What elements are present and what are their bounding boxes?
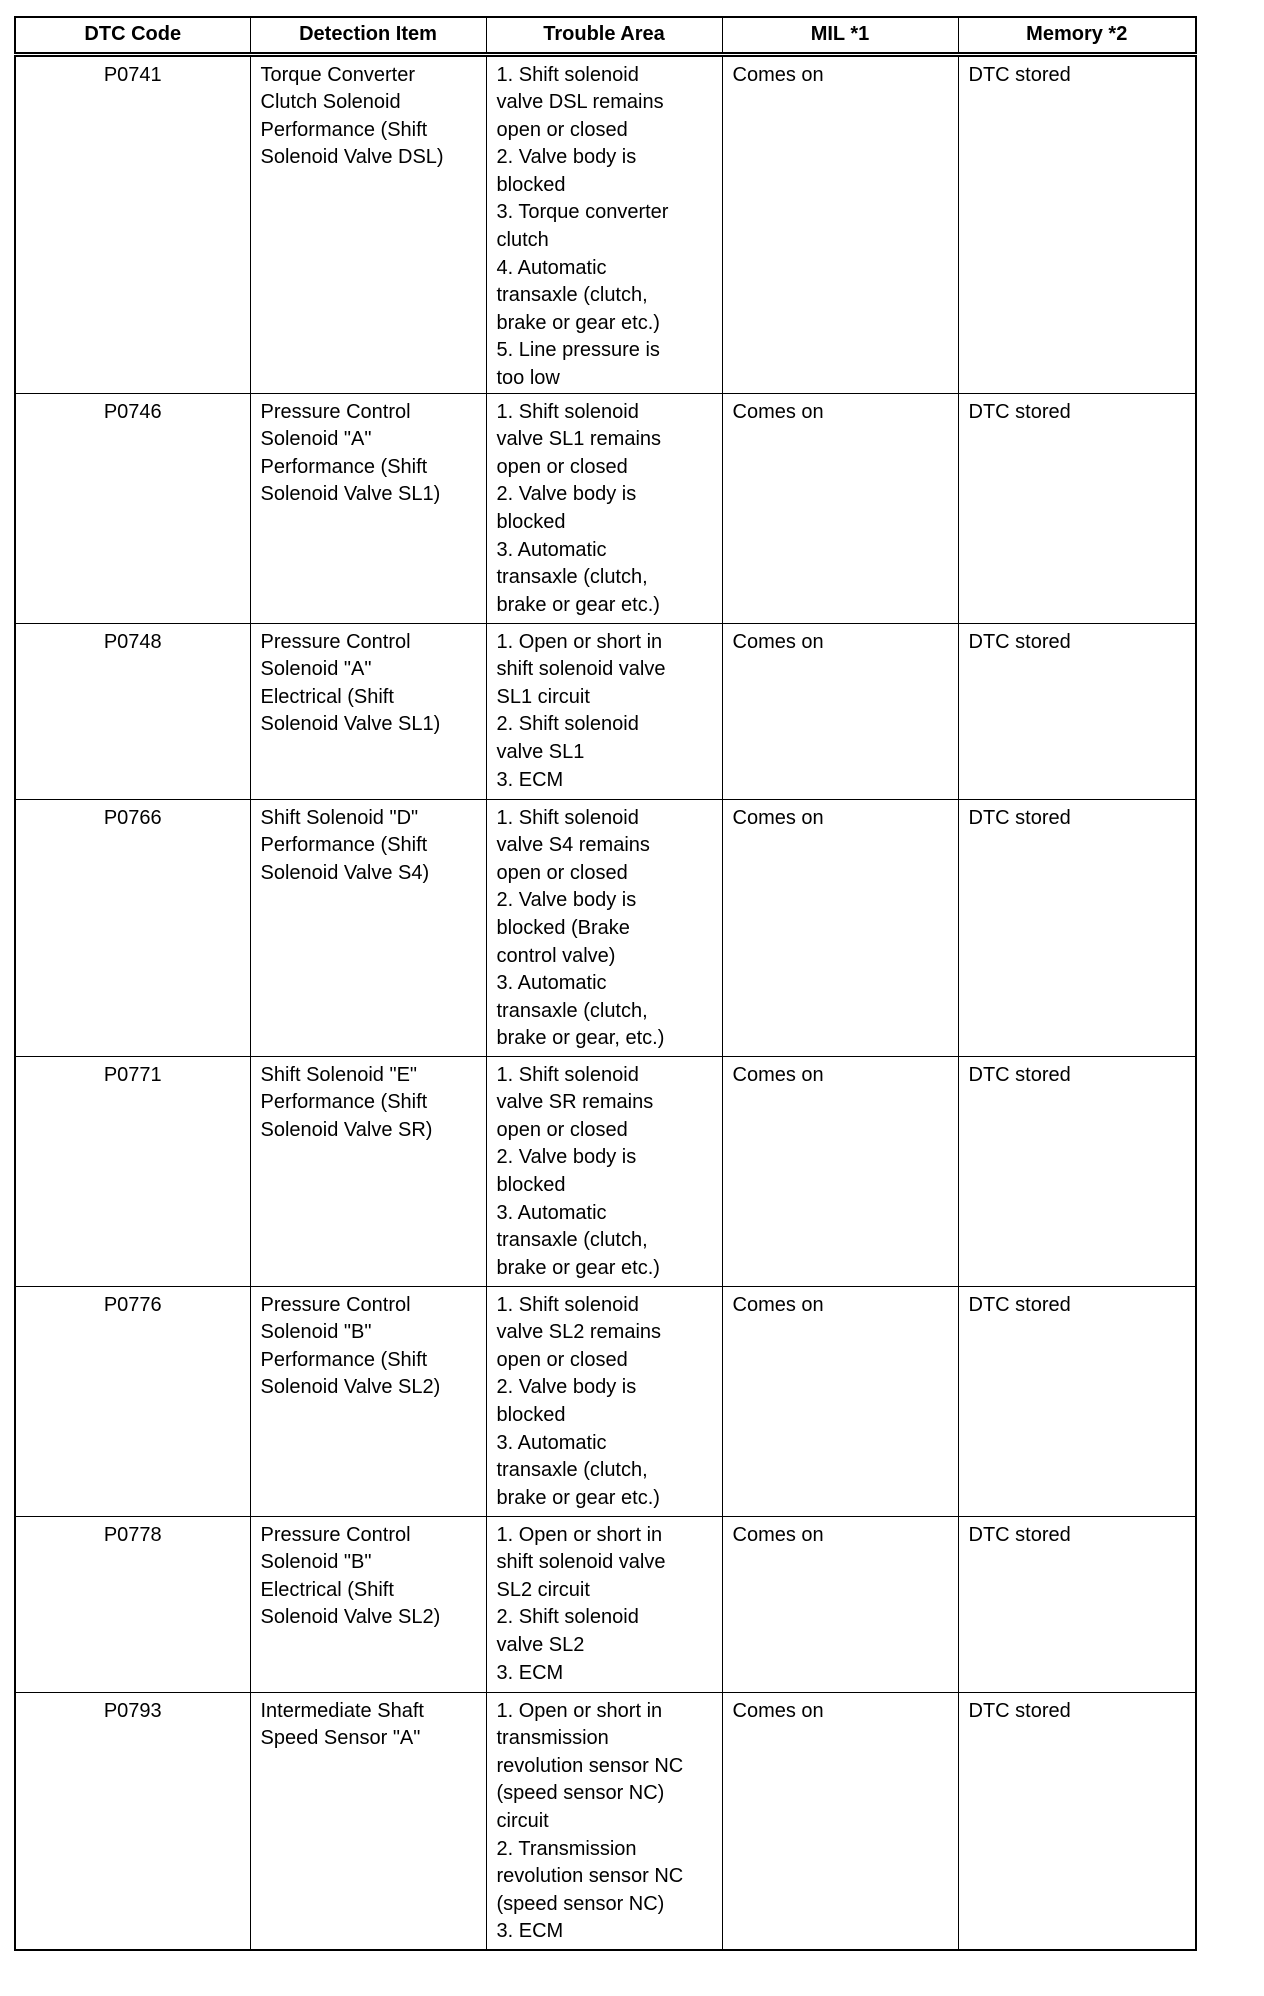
table-row <box>15 54 1196 393</box>
trouble-area-line: 3. Automatic <box>496 538 607 561</box>
detection-item-line: Performance (Shift <box>260 834 428 857</box>
detection-item-line: Solenoid Valve SL1) <box>260 483 441 506</box>
mil-cell: Comes on <box>722 799 958 1056</box>
trouble-area-line: 1. Shift solenoid <box>496 1293 639 1316</box>
trouble-area-line: 4. Automatic <box>496 256 607 279</box>
trouble-area-line: transaxle (clutch, <box>496 284 648 307</box>
trouble-area-line: valve SL1 <box>496 741 585 763</box>
trouble-area-line: 3. Automatic <box>496 1201 607 1224</box>
trouble-area-cell <box>486 1286 722 1516</box>
detection-item-line: Electrical (Shift <box>260 685 394 708</box>
detection-item-line: Shift Solenoid "D" <box>260 806 419 829</box>
trouble-area-cell <box>486 1692 722 1950</box>
detection-item-cell <box>250 623 486 799</box>
trouble-area-line: 3. Automatic <box>496 1431 607 1454</box>
trouble-area-line: 1. Shift solenoid <box>496 400 639 423</box>
table-row <box>15 393 1196 623</box>
trouble-area-line: 3. ECM <box>496 768 564 791</box>
dtc-code-cell: P0746 <box>15 393 250 623</box>
memory-cell: DTC stored <box>958 1516 1196 1692</box>
dtc-code-cell: P0778 <box>15 1516 250 1692</box>
dtc-code-cell: P0741 <box>15 54 250 393</box>
trouble-area-line: open or closed <box>496 118 628 141</box>
trouble-area-line: valve SR remains <box>496 1091 654 1114</box>
trouble-area-line: 3. Automatic <box>496 972 607 995</box>
trouble-area-line: 1. Open or short in <box>496 630 663 653</box>
trouble-area-cell <box>486 799 722 1056</box>
detection-item-line: Solenoid "B" <box>260 1321 372 1344</box>
trouble-area-line: too low <box>496 367 560 390</box>
trouble-area-line: valve SL2 <box>496 1634 585 1656</box>
detection-item-line: Solenoid "A" <box>260 658 372 681</box>
detection-item-line: Intermediate Shaft <box>260 1699 424 1722</box>
table-row <box>15 799 1196 1056</box>
detection-item-line: Solenoid Valve SL1) <box>260 713 441 736</box>
trouble-area-line: 2. Shift solenoid <box>496 713 639 736</box>
trouble-area-line: 1. Open or short in <box>496 1523 663 1546</box>
trouble-area-line: 2. Valve body is <box>496 1146 637 1169</box>
table-row <box>15 1286 1196 1516</box>
trouble-area-line: 3. ECM <box>496 1920 564 1943</box>
trouble-area-line: 2. Valve body is <box>496 889 637 912</box>
detection-item-cell <box>250 1692 486 1950</box>
trouble-area-line: (speed sensor NC) <box>496 1892 665 1915</box>
trouble-area-line: control valve) <box>496 944 616 967</box>
trouble-area-line: 1. Shift solenoid <box>496 63 639 86</box>
trouble-area-line: 1. Open or short in <box>496 1699 663 1722</box>
mil-cell: Comes on <box>722 1692 958 1950</box>
trouble-area-line: 5. Line pressure is <box>496 339 660 362</box>
trouble-area-line: revolution sensor NC <box>496 1865 684 1888</box>
detection-item-line: Performance (Shift <box>260 1348 428 1371</box>
mil-cell: Comes on <box>722 1056 958 1286</box>
detection-item-line: Performance (Shift <box>260 118 428 141</box>
trouble-area-line: brake or gear etc.) <box>496 1486 660 1509</box>
trouble-area-line: brake or gear, etc.) <box>496 1027 665 1050</box>
detection-item-line: Solenoid Valve SL2) <box>260 1376 441 1399</box>
trouble-area-line: open or closed <box>496 1348 628 1371</box>
trouble-area-line: SL2 circuit <box>496 1578 590 1601</box>
detection-item-line: Electrical (Shift <box>260 1578 394 1601</box>
trouble-area-line: transmission <box>496 1727 609 1750</box>
mil-cell: Comes on <box>722 54 958 393</box>
trouble-area-line: 3. ECM <box>496 1661 564 1684</box>
detection-item-line: Solenoid Valve SR) <box>260 1118 433 1141</box>
mil-cell: Comes on <box>722 1286 958 1516</box>
header-detection-item: Detection Item <box>250 17 486 54</box>
memory-cell: DTC stored <box>958 623 1196 799</box>
trouble-area-line: open or closed <box>496 861 628 884</box>
trouble-area-line: 2. Transmission <box>496 1837 637 1860</box>
mil-cell: Comes on <box>722 1516 958 1692</box>
memory-cell: DTC stored <box>958 1286 1196 1516</box>
detection-item-line: Solenoid Valve SL2) <box>260 1606 441 1629</box>
header-dtc-code: DTC Code <box>15 17 250 54</box>
table-row <box>15 1516 1196 1692</box>
trouble-area-line: revolution sensor NC <box>496 1754 684 1777</box>
detection-item-line: Torque Converter <box>260 63 416 86</box>
trouble-area-line: valve S4 remains <box>496 834 650 857</box>
trouble-area-line: clutch <box>496 229 549 252</box>
trouble-area-line: blocked (Brake <box>496 917 630 939</box>
trouble-area-line: shift solenoid valve <box>496 1551 666 1574</box>
trouble-area-line: blocked <box>496 1404 566 1426</box>
trouble-area-line: shift solenoid valve <box>496 658 666 681</box>
trouble-area-line: (speed sensor NC) <box>496 1782 665 1805</box>
memory-cell: DTC stored <box>958 54 1196 393</box>
header-memory: Memory *2 <box>958 17 1196 54</box>
trouble-area-line: open or closed <box>496 1118 628 1141</box>
memory-cell: DTC stored <box>958 799 1196 1056</box>
trouble-area-line: brake or gear etc.) <box>496 311 660 334</box>
table-row <box>15 1692 1196 1950</box>
mil-cell: Comes on <box>722 393 958 623</box>
trouble-area-line: brake or gear etc.) <box>496 1256 660 1279</box>
detection-item-line: Pressure Control <box>260 1523 411 1546</box>
detection-item-line: Speed Sensor "A" <box>260 1727 421 1750</box>
trouble-area-line: 1. Shift solenoid <box>496 806 639 829</box>
trouble-area-line: 2. Valve body is <box>496 1376 637 1399</box>
detection-item-line: Pressure Control <box>260 630 411 653</box>
detection-item-line: Pressure Control <box>260 400 411 423</box>
trouble-area-line: circuit <box>496 1810 549 1832</box>
detection-item-cell <box>250 54 486 393</box>
detection-item-line: Pressure Control <box>260 1293 411 1316</box>
detection-item-line: Solenoid Valve S4) <box>260 861 430 884</box>
memory-cell: DTC stored <box>958 393 1196 623</box>
mil-cell: Comes on <box>722 623 958 799</box>
detection-item-line: Solenoid Valve DSL) <box>260 146 444 169</box>
memory-cell: DTC stored <box>958 1692 1196 1950</box>
trouble-area-line: 2. Valve body is <box>496 483 637 506</box>
detection-item-line: Clutch Solenoid <box>260 91 401 114</box>
detection-item-cell <box>250 1516 486 1692</box>
table-row <box>15 1056 1196 1286</box>
table-row <box>15 623 1196 799</box>
dtc-code-cell: P0766 <box>15 799 250 1056</box>
trouble-area-line: valve SL2 remains <box>496 1321 662 1344</box>
dtc-code-cell: P0793 <box>15 1692 250 1950</box>
detection-item-cell <box>250 799 486 1056</box>
trouble-area-line: 1. Shift solenoid <box>496 1063 639 1086</box>
trouble-area-line: SL1 circuit <box>496 685 590 708</box>
trouble-area-line: valve DSL remains <box>496 91 664 114</box>
trouble-area-line: 2. Valve body is <box>496 146 637 169</box>
trouble-area-line: transaxle (clutch, <box>496 1229 648 1252</box>
trouble-area-line: brake or gear etc.) <box>496 593 660 616</box>
trouble-area-line: blocked <box>496 1174 566 1196</box>
detection-item-line: Solenoid "B" <box>260 1551 372 1574</box>
detection-item-cell <box>250 393 486 623</box>
header-mil: MIL *1 <box>722 17 958 54</box>
dtc-table <box>14 16 1197 1951</box>
trouble-area-line: blocked <box>496 511 566 533</box>
dtc-code-cell: P0776 <box>15 1286 250 1516</box>
header-trouble-area: Trouble Area <box>486 17 722 54</box>
trouble-area-cell <box>486 1056 722 1286</box>
trouble-area-line: transaxle (clutch, <box>496 1459 648 1482</box>
trouble-area-cell <box>486 623 722 799</box>
trouble-area-cell <box>486 54 722 393</box>
table-body <box>15 54 1196 1950</box>
trouble-area-line: transaxle (clutch, <box>496 999 648 1022</box>
memory-cell: DTC stored <box>958 1056 1196 1286</box>
detection-item-line: Shift Solenoid "E" <box>260 1063 418 1086</box>
detection-item-line: Performance (Shift <box>260 1091 428 1114</box>
trouble-area-line: valve SL1 remains <box>496 428 662 451</box>
dtc-code-cell: P0748 <box>15 623 250 799</box>
trouble-area-cell <box>486 393 722 623</box>
trouble-area-line: open or closed <box>496 455 628 478</box>
trouble-area-line: transaxle (clutch, <box>496 566 648 589</box>
detection-item-cell <box>250 1056 486 1286</box>
detection-item-line: Solenoid "A" <box>260 428 372 451</box>
detection-item-cell <box>250 1286 486 1516</box>
detection-item-line: Performance (Shift <box>260 455 428 478</box>
trouble-area-line: blocked <box>496 173 566 196</box>
trouble-area-line: 2. Shift solenoid <box>496 1606 639 1629</box>
trouble-area-line: 3. Torque converter <box>496 201 669 224</box>
table-header-row <box>15 17 1196 54</box>
dtc-code-cell: P0771 <box>15 1056 250 1286</box>
trouble-area-cell <box>486 1516 722 1692</box>
